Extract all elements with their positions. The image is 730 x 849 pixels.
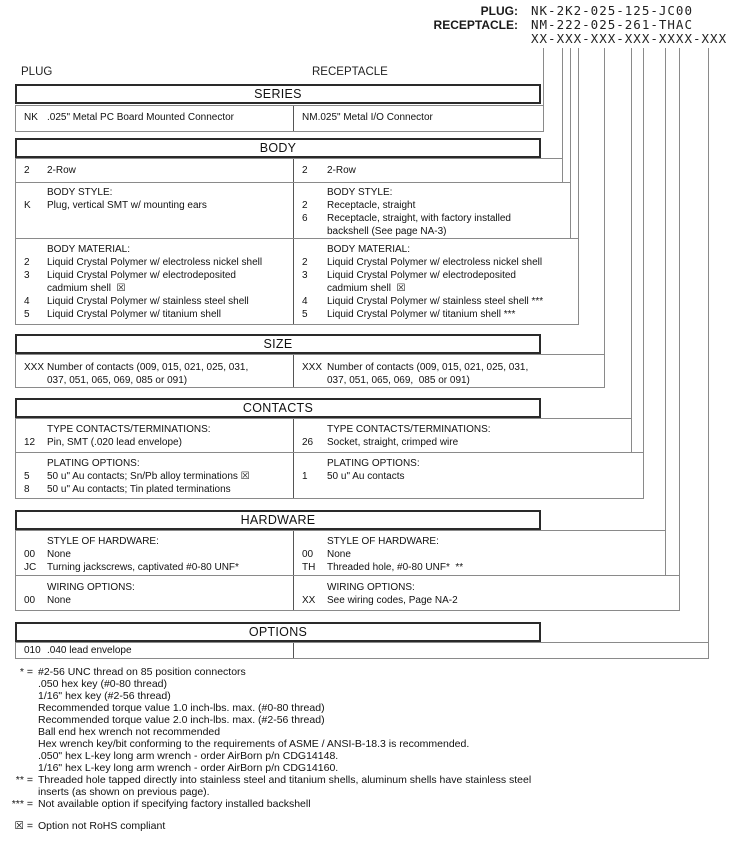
footnote-text: Ball end hex wrench not recommended [38, 726, 221, 738]
option-code: NM [302, 112, 318, 123]
footnote-text: Hex wrench key/bit conforming to the requirements of ASME / ANSI-B-18.3 is recommended. [38, 738, 470, 750]
receptacle-column [302, 186, 566, 238]
footnote-marker: ** = [15, 774, 33, 786]
column-divider [293, 643, 294, 658]
footnote-line [0, 738, 730, 750]
plug-column [24, 186, 292, 212]
footnote-line [0, 678, 730, 690]
option-description [47, 295, 292, 308]
option-code: 5 [24, 309, 30, 320]
option-row [24, 548, 292, 561]
option-code: 26 [302, 437, 314, 448]
plug-column [24, 111, 292, 124]
footnote-text: inserts (as shown on previous page). [38, 786, 210, 798]
option-description [327, 361, 600, 387]
column-divider [293, 531, 294, 575]
option-code: 4 [24, 296, 30, 307]
option-description [327, 295, 574, 308]
option-description [47, 561, 292, 574]
option-description [47, 186, 292, 199]
option-description [47, 199, 292, 212]
receptacle-column [302, 164, 558, 177]
option-row [302, 548, 661, 561]
option-row [24, 470, 292, 483]
option-row [302, 594, 675, 607]
description-line: Number of contacts (009, 015, 021, 025, 031, [47, 362, 249, 373]
section-header-contacts: CONTACTS [15, 398, 541, 418]
option-row [302, 256, 574, 269]
description-line: 037, 051, 065, 069, 085 or 091) [47, 375, 188, 386]
option-code: NK [24, 112, 38, 123]
option-description [327, 594, 675, 607]
footnote-marker [0, 678, 33, 690]
column-divider [293, 106, 294, 131]
option-description [318, 111, 539, 124]
description-line: 50 u" Au contacts [327, 471, 405, 482]
option-description [47, 423, 292, 436]
description-line: backshell (See page NA-3) [327, 226, 447, 237]
description-line: 037, 051, 065, 069, 085 or 091) [327, 375, 470, 386]
option-description [47, 243, 292, 256]
content-box-size-row [15, 354, 605, 388]
footnote-line [0, 702, 730, 714]
option-row [24, 594, 292, 607]
option-row [24, 308, 292, 321]
option-description [327, 535, 661, 548]
receptacle-column [302, 111, 539, 124]
content-box-contacts-type [15, 418, 632, 453]
option-row [24, 644, 292, 657]
plug-part-number-value: NK-2K2-025-125-JC00 [531, 3, 693, 18]
footnote-text: Recommended torque value 1.0 inch-lbs. max. (#0-80 thread) [38, 702, 325, 714]
sub-header-row [24, 457, 292, 470]
description-line: Liquid Crystal Polymer w/ electrodeposited [47, 270, 236, 281]
plug-column [24, 644, 292, 657]
footnote-marker [0, 738, 33, 750]
sub-header-row [24, 243, 292, 256]
receptacle-column-label: RECEPTACLE [312, 66, 388, 78]
content-box-series-row [15, 105, 544, 132]
option-code: 5 [302, 309, 308, 320]
description-line: Liquid Crystal Polymer w/ titanium shell [47, 309, 221, 320]
footnote-line [0, 762, 730, 774]
option-code: TH [302, 562, 316, 573]
description-line: STYLE OF HARDWARE: [47, 536, 159, 547]
footnote-marker: ☒ = [14, 820, 33, 832]
option-row [24, 269, 292, 295]
option-description [47, 594, 292, 607]
description-line: .025" Metal I/O Connector [317, 112, 433, 123]
column-divider [293, 419, 294, 452]
option-code: 2 [24, 165, 30, 176]
description-line: cadmium shell ☒ [327, 283, 406, 294]
description-line: Socket, straight, crimped wire [327, 437, 459, 448]
option-row [24, 164, 292, 177]
content-box-body-style [15, 182, 571, 239]
footnote-line [0, 726, 730, 738]
description-line: PLATING OPTIONS: [47, 458, 140, 469]
footnote-text: Recommended torque value 2.0 inch-lbs. max. (#2-56 thread) [38, 714, 325, 726]
footnote-text: .050 hex key (#0-80 thread) [38, 678, 167, 690]
option-description [47, 548, 292, 561]
content-box-contacts-plating [15, 452, 644, 499]
footnote-text: 1/16" hex key (#2-56 thread) [38, 690, 171, 702]
description-line: Threaded hole, #0-80 UNF* ** [327, 562, 464, 573]
description-line: 50 u" Au contacts; Sn/Pb alloy terminations ☒ [47, 471, 250, 482]
option-description [47, 470, 292, 483]
plug-column [24, 535, 292, 574]
option-description [47, 111, 292, 124]
column-divider [293, 453, 294, 498]
footnotes [0, 666, 730, 832]
option-row [24, 483, 292, 496]
section-header-size: SIZE [15, 334, 541, 354]
option-description [47, 308, 292, 321]
description-line: Liquid Crystal Polymer w/ electroless nickel shell [47, 257, 263, 268]
option-description [47, 436, 292, 449]
description-line: TYPE CONTACTS/TERMINATIONS: [47, 424, 211, 435]
option-description [47, 269, 292, 295]
description-line: None [47, 549, 71, 560]
description-line: Receptacle, straight [327, 200, 416, 211]
option-description [327, 581, 675, 594]
description-line: None [327, 549, 351, 560]
footnote-text: Option not RoHS compliant [38, 820, 166, 832]
section-header-hardware: HARDWARE [15, 510, 541, 530]
option-code: 2 [302, 257, 308, 268]
footnote-line [0, 714, 730, 726]
option-description [327, 548, 661, 561]
option-row [302, 470, 639, 483]
part-number-connector-line [643, 48, 644, 498]
option-description [327, 199, 566, 212]
footnote-text: .050" hex L-key long arm wrench - order AirBorn p/n CDG14148. [38, 750, 339, 762]
option-row [24, 295, 292, 308]
footnote-line [0, 750, 730, 762]
column-divider [293, 183, 294, 238]
description-line: Liquid Crystal Polymer w/ stainless steel shell *** [327, 296, 544, 307]
option-row [24, 361, 292, 387]
footnote-line [0, 774, 730, 786]
sub-header-row [302, 243, 574, 256]
option-code: 2 [302, 200, 308, 211]
option-code: XX [302, 595, 316, 606]
description-line: WIRING OPTIONS: [47, 582, 135, 593]
option-description [327, 269, 574, 295]
sub-header-row [24, 423, 292, 436]
content-box-body-material [15, 238, 579, 325]
option-code: 010 [24, 645, 41, 656]
description-line: 50 u" Au contacts; Tin plated terminations [47, 484, 231, 495]
description-line: Plug, vertical SMT w/ mounting ears [47, 200, 207, 211]
sub-header-row [24, 186, 292, 199]
description-line: PLATING OPTIONS: [327, 458, 420, 469]
option-description [327, 470, 639, 483]
description-line: Liquid Crystal Polymer w/ electroless nickel shell [327, 257, 543, 268]
option-row [302, 561, 661, 574]
footnote-text: #2-56 UNC thread on 85 position connectors [38, 666, 246, 678]
description-line: cadmium shell ☒ [47, 283, 126, 294]
option-row [24, 199, 292, 212]
part-number-connector-line [708, 48, 709, 658]
part-number-connector-line [665, 48, 666, 575]
option-row [302, 164, 558, 177]
description-line: 2-Row [327, 165, 356, 176]
option-code: XXX [24, 362, 45, 373]
option-code: 2 [24, 257, 30, 268]
plug-column-label: PLUG [21, 66, 53, 78]
option-code: 12 [24, 437, 36, 448]
column-divider [293, 576, 294, 610]
option-code: XXX [302, 362, 323, 373]
footnote-line [0, 786, 730, 798]
description-line: BODY MATERIAL: [327, 244, 410, 255]
option-description [47, 457, 292, 470]
sub-header-row [24, 535, 292, 548]
description-line: WIRING OPTIONS: [327, 582, 415, 593]
sub-header-row [302, 457, 639, 470]
option-description [47, 644, 292, 657]
option-description [327, 561, 661, 574]
sub-header-row [302, 186, 566, 199]
description-line: STYLE OF HARDWARE: [327, 536, 439, 547]
option-row [302, 111, 539, 124]
description-line: TYPE CONTACTS/TERMINATIONS: [327, 424, 491, 435]
receptacle-column [302, 423, 627, 449]
option-description [327, 436, 627, 449]
part-number-connector-line [604, 48, 605, 387]
description-line: Pin, SMT (.020 lead envelope) [47, 437, 182, 448]
plug-column [24, 164, 292, 177]
receptacle-column [302, 581, 675, 607]
option-code: 00 [24, 595, 36, 606]
option-description [327, 212, 566, 238]
description-line: BODY STYLE: [327, 187, 393, 198]
footnote-marker: *** = [11, 798, 33, 810]
footnote-marker [0, 762, 33, 774]
description-line: .040 lead envelope [47, 645, 132, 656]
footnote-line [0, 798, 730, 810]
option-description [47, 535, 292, 548]
option-row [24, 561, 292, 574]
option-row [302, 308, 574, 321]
option-row [302, 436, 627, 449]
option-code: 8 [24, 484, 30, 495]
description-line: .025" Metal PC Board Mounted Connector [47, 112, 234, 123]
description-line: BODY MATERIAL: [47, 244, 130, 255]
option-row [24, 111, 292, 124]
content-box-hardware-style [15, 530, 666, 576]
plug-column [24, 361, 292, 387]
column-divider [293, 355, 294, 387]
description-line: 2-Row [47, 165, 76, 176]
option-row [302, 269, 574, 295]
sub-header-row [302, 535, 661, 548]
option-code: JC [24, 562, 37, 573]
option-description [327, 423, 627, 436]
section-header-options: OPTIONS [15, 622, 541, 642]
footnote-text: 1/16" hex L-key long arm wrench - order AirBorn p/n CDG14160. [38, 762, 339, 774]
footnote-line [0, 690, 730, 702]
sub-header-row [302, 423, 627, 436]
description-line: See wiring codes, Page NA-2 [327, 595, 458, 606]
option-row [24, 256, 292, 269]
option-code: 2 [302, 165, 308, 176]
content-box-hardware-wiring [15, 575, 680, 611]
option-description [327, 308, 574, 321]
option-description [47, 581, 292, 594]
receptacle-column [302, 535, 661, 574]
description-line: Liquid Crystal Polymer w/ titanium shell *** [327, 309, 516, 320]
sub-header-row [302, 581, 675, 594]
section-header-body: BODY [15, 138, 541, 158]
description-line: Liquid Crystal Polymer w/ stainless steel shell [47, 296, 249, 307]
option-description [327, 164, 558, 177]
option-code: 4 [302, 296, 308, 307]
description-line: None [47, 595, 71, 606]
plug-column [24, 423, 292, 449]
footnote-text: Threaded hole tapped directly into stainless steel and titanium shells, aluminum shells have stainless steel [38, 774, 532, 786]
option-row [302, 361, 600, 387]
footnote-text: Not available option if specifying factory installed backshell [38, 798, 311, 810]
content-box-body-row [15, 158, 563, 183]
footnote-marker [0, 786, 33, 798]
description-line: Liquid Crystal Polymer w/ electrodeposited [327, 270, 516, 281]
option-description [47, 483, 292, 496]
option-row [302, 295, 574, 308]
option-code: 5 [24, 471, 30, 482]
option-description [327, 256, 574, 269]
option-code: 3 [24, 270, 30, 281]
option-description [47, 256, 292, 269]
part-number-connector-line [631, 48, 632, 452]
footnote-line [0, 666, 730, 678]
receptacle-column [302, 243, 574, 321]
description-line: Number of contacts (009, 015, 021, 025, 031, [327, 362, 529, 373]
receptacle-column [302, 457, 639, 483]
option-description [47, 361, 292, 387]
description-line: BODY STYLE: [47, 187, 113, 198]
receptacle-column [302, 361, 600, 387]
option-code: 1 [302, 471, 308, 482]
footnote-marker [0, 690, 33, 702]
receptacle-part-number-value: NM-222-025-261-THAC [531, 17, 693, 32]
option-code: K [24, 200, 31, 211]
footnote-marker [0, 714, 33, 726]
footnote-line [0, 820, 730, 832]
footnote-marker [0, 702, 33, 714]
option-code: 6 [302, 213, 308, 224]
footnote-marker: * = [19, 666, 33, 678]
option-row [302, 199, 566, 212]
plug-column [24, 457, 292, 496]
plug-part-number-label: PLUG: [480, 4, 518, 18]
column-divider [293, 239, 294, 324]
description-line: Receptacle, straight, with factory installed [327, 213, 511, 224]
option-description [47, 164, 292, 177]
option-code: 00 [24, 549, 36, 560]
option-row [302, 212, 566, 238]
footnote-marker [0, 726, 33, 738]
part-number-mask: XX-XXX-XXX-XXX-XXXX-XXX [531, 31, 728, 46]
section-header-series: SERIES [15, 84, 541, 104]
sub-header-row [24, 581, 292, 594]
column-divider [293, 159, 294, 182]
plug-column [24, 581, 292, 607]
option-description [327, 457, 639, 470]
option-code: 00 [302, 549, 314, 560]
option-code: 3 [302, 270, 308, 281]
description-line: Turning jackscrews, captivated #0-80 UNF* [47, 562, 239, 573]
footnote-marker [0, 750, 33, 762]
plug-column [24, 243, 292, 321]
option-description [327, 186, 566, 199]
receptacle-part-number-label: RECEPTACLE: [433, 18, 518, 32]
content-box-options-row [15, 642, 709, 659]
option-description [327, 243, 574, 256]
part-number-connector-line [679, 48, 680, 610]
option-row [24, 436, 292, 449]
